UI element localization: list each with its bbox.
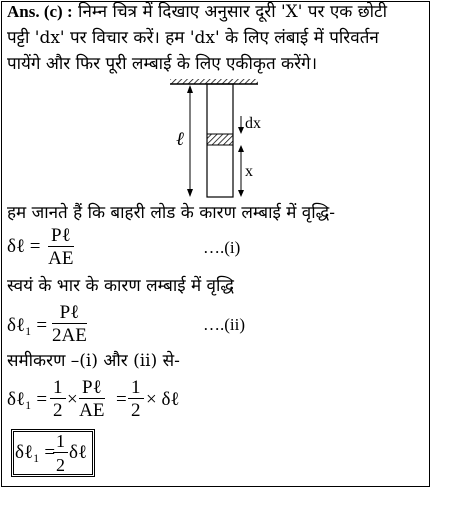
- eq3-equals: =: [116, 389, 127, 410]
- answer-prefix: Ans. (c) :: [7, 2, 73, 21]
- eq3-tail: × δℓ: [146, 389, 180, 410]
- eq2-fraction: [52, 302, 87, 347]
- length-dimension: [187, 85, 193, 197]
- answer-line-3: पायेंगे और फिर पूरी लम्बाई के लिए एकीकृत करेंगे।: [7, 54, 318, 74]
- label-dx: dx: [245, 115, 261, 132]
- eq3-f1-numerator: 1: [50, 377, 66, 399]
- eq3-f3-numerator: 1: [128, 377, 144, 399]
- eq1-tag: ….(i): [203, 238, 241, 257]
- eq2-tag: ….(ii): [203, 315, 246, 334]
- fixed-support: [170, 79, 258, 84]
- dx-dimension: [238, 116, 244, 134]
- result-lhs: δℓ₁ =: [15, 442, 56, 463]
- strip-dx: [207, 134, 233, 145]
- result-numerator: 1: [53, 431, 68, 453]
- result-denominator: 2: [56, 455, 65, 475]
- x-dimension: [238, 145, 244, 197]
- equating-text: समीकरण –(i) और (ii) से-: [7, 351, 180, 371]
- eq1-lhs: δℓ =: [7, 236, 41, 257]
- answer-line-1-text: निम्न चित्र में दिखाए अनुसार दूरी 'X' पर एक छोटी: [78, 2, 388, 22]
- self-weight-text: स्वयं के भार के कारण लम्बाई में वृद्धि: [7, 276, 234, 296]
- external-load-text: हम जानते हैं कि बाहरी लोड के कारण लम्बाई में वृद्धि-: [7, 203, 335, 223]
- eq3-f1-denominator: 2: [53, 400, 63, 421]
- eq3-fraction-2: [79, 377, 105, 422]
- eq1-fraction: [48, 225, 74, 270]
- label-l: ℓ: [176, 129, 184, 150]
- eq3-lhs: δℓ₁ =: [7, 389, 48, 410]
- eq1-numerator: Pℓ: [48, 225, 74, 247]
- result-tail: δℓ: [69, 442, 88, 463]
- eq3-f2-numerator: Pℓ: [79, 377, 105, 399]
- eq3-f2-denominator: AE: [79, 400, 105, 421]
- answer-line-2: पट्टी 'dx' पर विचार करें। हम 'dx' के लिए लंबाई में परिवर्तन: [7, 28, 379, 48]
- eq3-f3-denominator: 2: [131, 400, 141, 421]
- label-x: x: [245, 163, 253, 180]
- eq3-times-1: ×: [67, 389, 78, 410]
- eq2-denominator: 2AE: [52, 325, 87, 346]
- eq3-fraction-3: [128, 377, 144, 422]
- result-fraction: [53, 431, 68, 476]
- eq1-denominator: AE: [48, 248, 74, 269]
- eq3-fraction-1: [50, 377, 66, 422]
- eq2-lhs: δℓ₁ =: [7, 315, 48, 336]
- eq2-numerator: Pℓ: [52, 302, 87, 324]
